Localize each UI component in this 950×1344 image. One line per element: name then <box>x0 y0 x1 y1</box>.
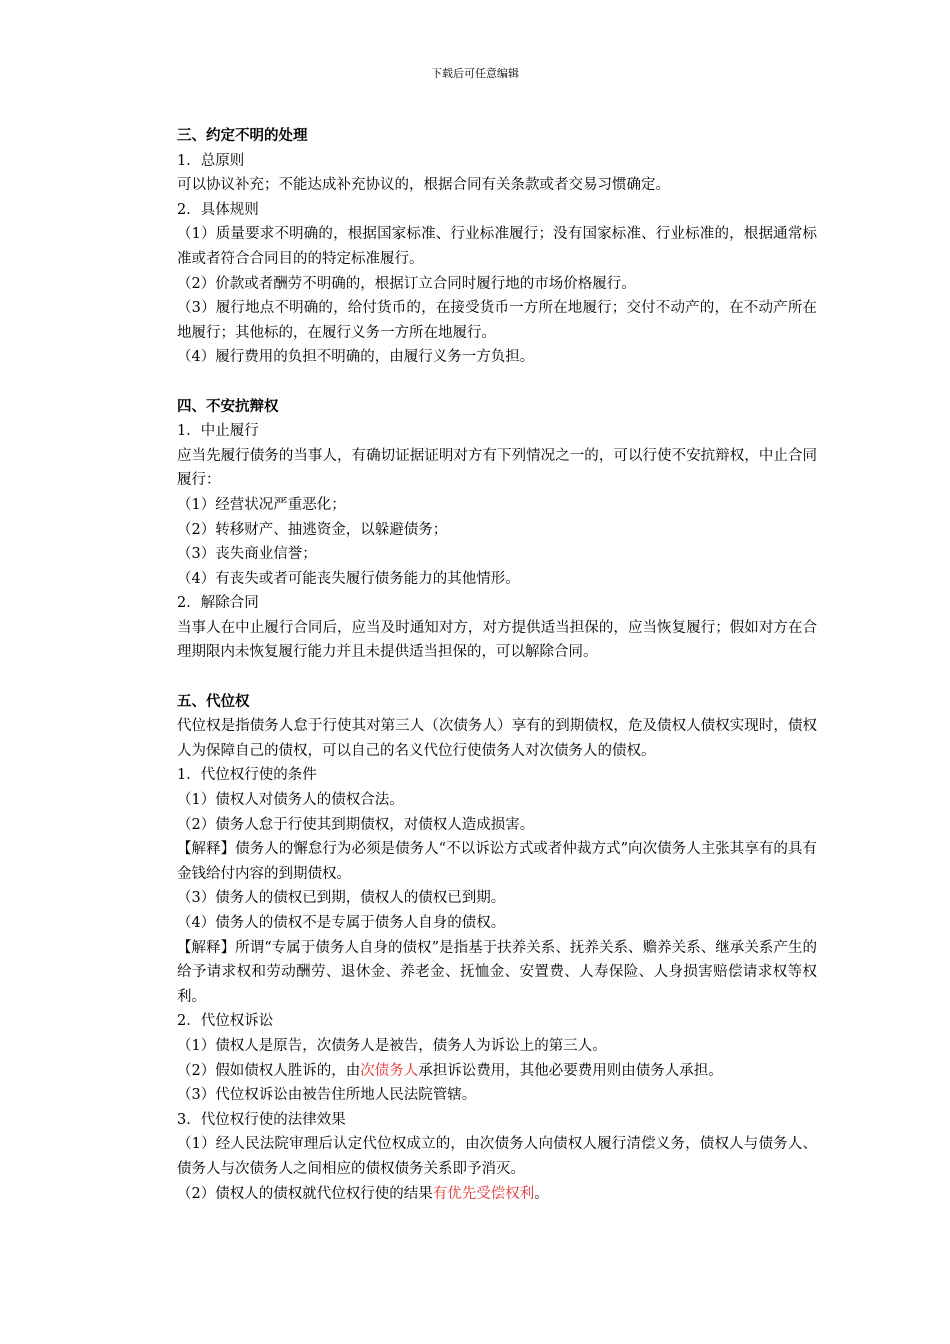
s5-para-14: （1）经人民法院审理后认定代位权成立的，由次债务人向债权人履行清偿义务，债权人与债务人、债务人与次债务人之间相应的债权债务关系即予消灭。 <box>177 1136 817 1177</box>
s5-para-12: （3）代位权诉讼由被告住所地人民法院管辖。 <box>177 1087 477 1104</box>
s5-para-15-text-c: 。 <box>534 1185 549 1202</box>
s4-para-3: （1）经营状况严重恶化； <box>177 496 346 513</box>
s5-para-10: （1）债权人是原告，次债务人是被告，债务人为诉讼上的第三人。 <box>177 1037 607 1054</box>
section-4-title: 四、不安抗辩权 <box>177 397 279 415</box>
s5-para-11-text-a: （2）假如债权人胜诉的，由 <box>177 1062 361 1079</box>
s4-para-7: 2．解除合同 <box>177 595 259 612</box>
s4-para-8: 当事人在中止履行合同后，应当及时通知对方，对方提供适当担保的，应当恢复履行；假如对方在合理期限内未恢复履行能力并且未提供适当担保的，可以解除合同。 <box>177 619 817 661</box>
highlight-priority-right: 有优先受偿权利 <box>432 1185 535 1202</box>
s4-para-6: （4）有丧失或者可能丧失履行债务能力的其他情形。 <box>177 570 520 587</box>
s5-para-8: 【解释】所谓“专属于债务人自身的债权”是指基于扶养关系、抚养关系、赡养关系、继承关系产生的给予请求权和劳动酬劳、退休金、养老金、抚恤金、安置费、人寿保险、人身损害赔偿请求权等权利。 <box>177 939 817 1005</box>
s5-para-3: （1）债权人对债务人的债权合法。 <box>177 792 404 809</box>
highlight-secondary-debtor: 次债务人 <box>360 1062 419 1079</box>
s5-para-1: 代位权是指债务人怠于行使其对第三人（次债务人）享有的到期债权，危及债权人债权实现时，债权人为保障自己的债权，可以自己的名义代位行使债务人对次债务人的债权。 <box>177 718 817 759</box>
s3-para-3: 2．具体规则 <box>177 201 259 218</box>
s5-para-15-text-a: （2）债权人的债权就代位权行使的结果 <box>177 1185 433 1202</box>
s3-para-4: （1）质量要求不明确的，根据国家标准、行业标准履行；没有国家标准、行业标准的，根据通常标准或者符合合同目的的特定标准履行。 <box>177 226 817 267</box>
document-body <box>145 124 817 1206</box>
s4-para-4: （2）转移财产、抽逃资金，以躲避债务； <box>177 521 448 538</box>
s4-para-2: 应当先履行债务的当事人，有确切证据证明对方有下列情况之一的，可以行使不安抗辩权，中止合同履行： <box>177 447 817 489</box>
s5-para-4: （2）债务人怠于行使其到期债权，对债权人造成损害。 <box>177 816 535 833</box>
s3-para-6: （3）履行地点不明确的，给付货币的，在接受货币一方所在地履行；交付不动产的，在不动产所在地履行；其他标的，在履行义务一方所在地履行。 <box>177 300 817 341</box>
s5-para-11-text-c: 承担诉讼费用，其他必要费用则由债务人承担。 <box>418 1062 723 1079</box>
page-header: 下载后可任意编辑 <box>431 67 519 80</box>
s4-para-5: （3）丧失商业信誉； <box>177 546 317 563</box>
section-gap <box>145 665 817 690</box>
section-5-title: 五、代位权 <box>177 692 250 710</box>
section-3-title: 三、约定不明的处理 <box>177 127 308 144</box>
s3-para-2: 可以协议补充；不能达成补充协议的，根据合同有关条款或者交易习惯确定。 <box>177 177 670 194</box>
s3-para-1: 1．总原则 <box>177 152 245 169</box>
s4-para-1: 1．中止履行 <box>177 423 259 440</box>
s5-para-5: 【解释】债务人的懈怠行为必须是债务人“不以诉讼方式或者仲裁方式”向次债务人主张其享有的具有金钱给付内容的到期债权。 <box>177 841 817 882</box>
s3-para-5: （2）价款或者酬劳不明确的，根据订立合同时履行地的市场价格履行。 <box>177 275 636 292</box>
s5-para-7: （4）债务人的债权不是专属于债务人自身的债权。 <box>177 915 506 931</box>
s5-para-13: 3．代位权行使的法律效果 <box>177 1111 346 1128</box>
s5-para-9: 2．代位权诉讼 <box>177 1013 274 1030</box>
s3-para-7: （4）履行费用的负担不明确的，由履行义务一方负担。 <box>177 349 535 366</box>
s5-para-15 <box>145 1182 817 1207</box>
s5-para-11 <box>145 1059 817 1084</box>
s5-para-2: 1．代位权行使的条件 <box>177 767 317 784</box>
section-gap <box>145 370 817 395</box>
s5-para-6: （3）债务人的债权已到期，债权人的债权已到期。 <box>177 890 506 907</box>
